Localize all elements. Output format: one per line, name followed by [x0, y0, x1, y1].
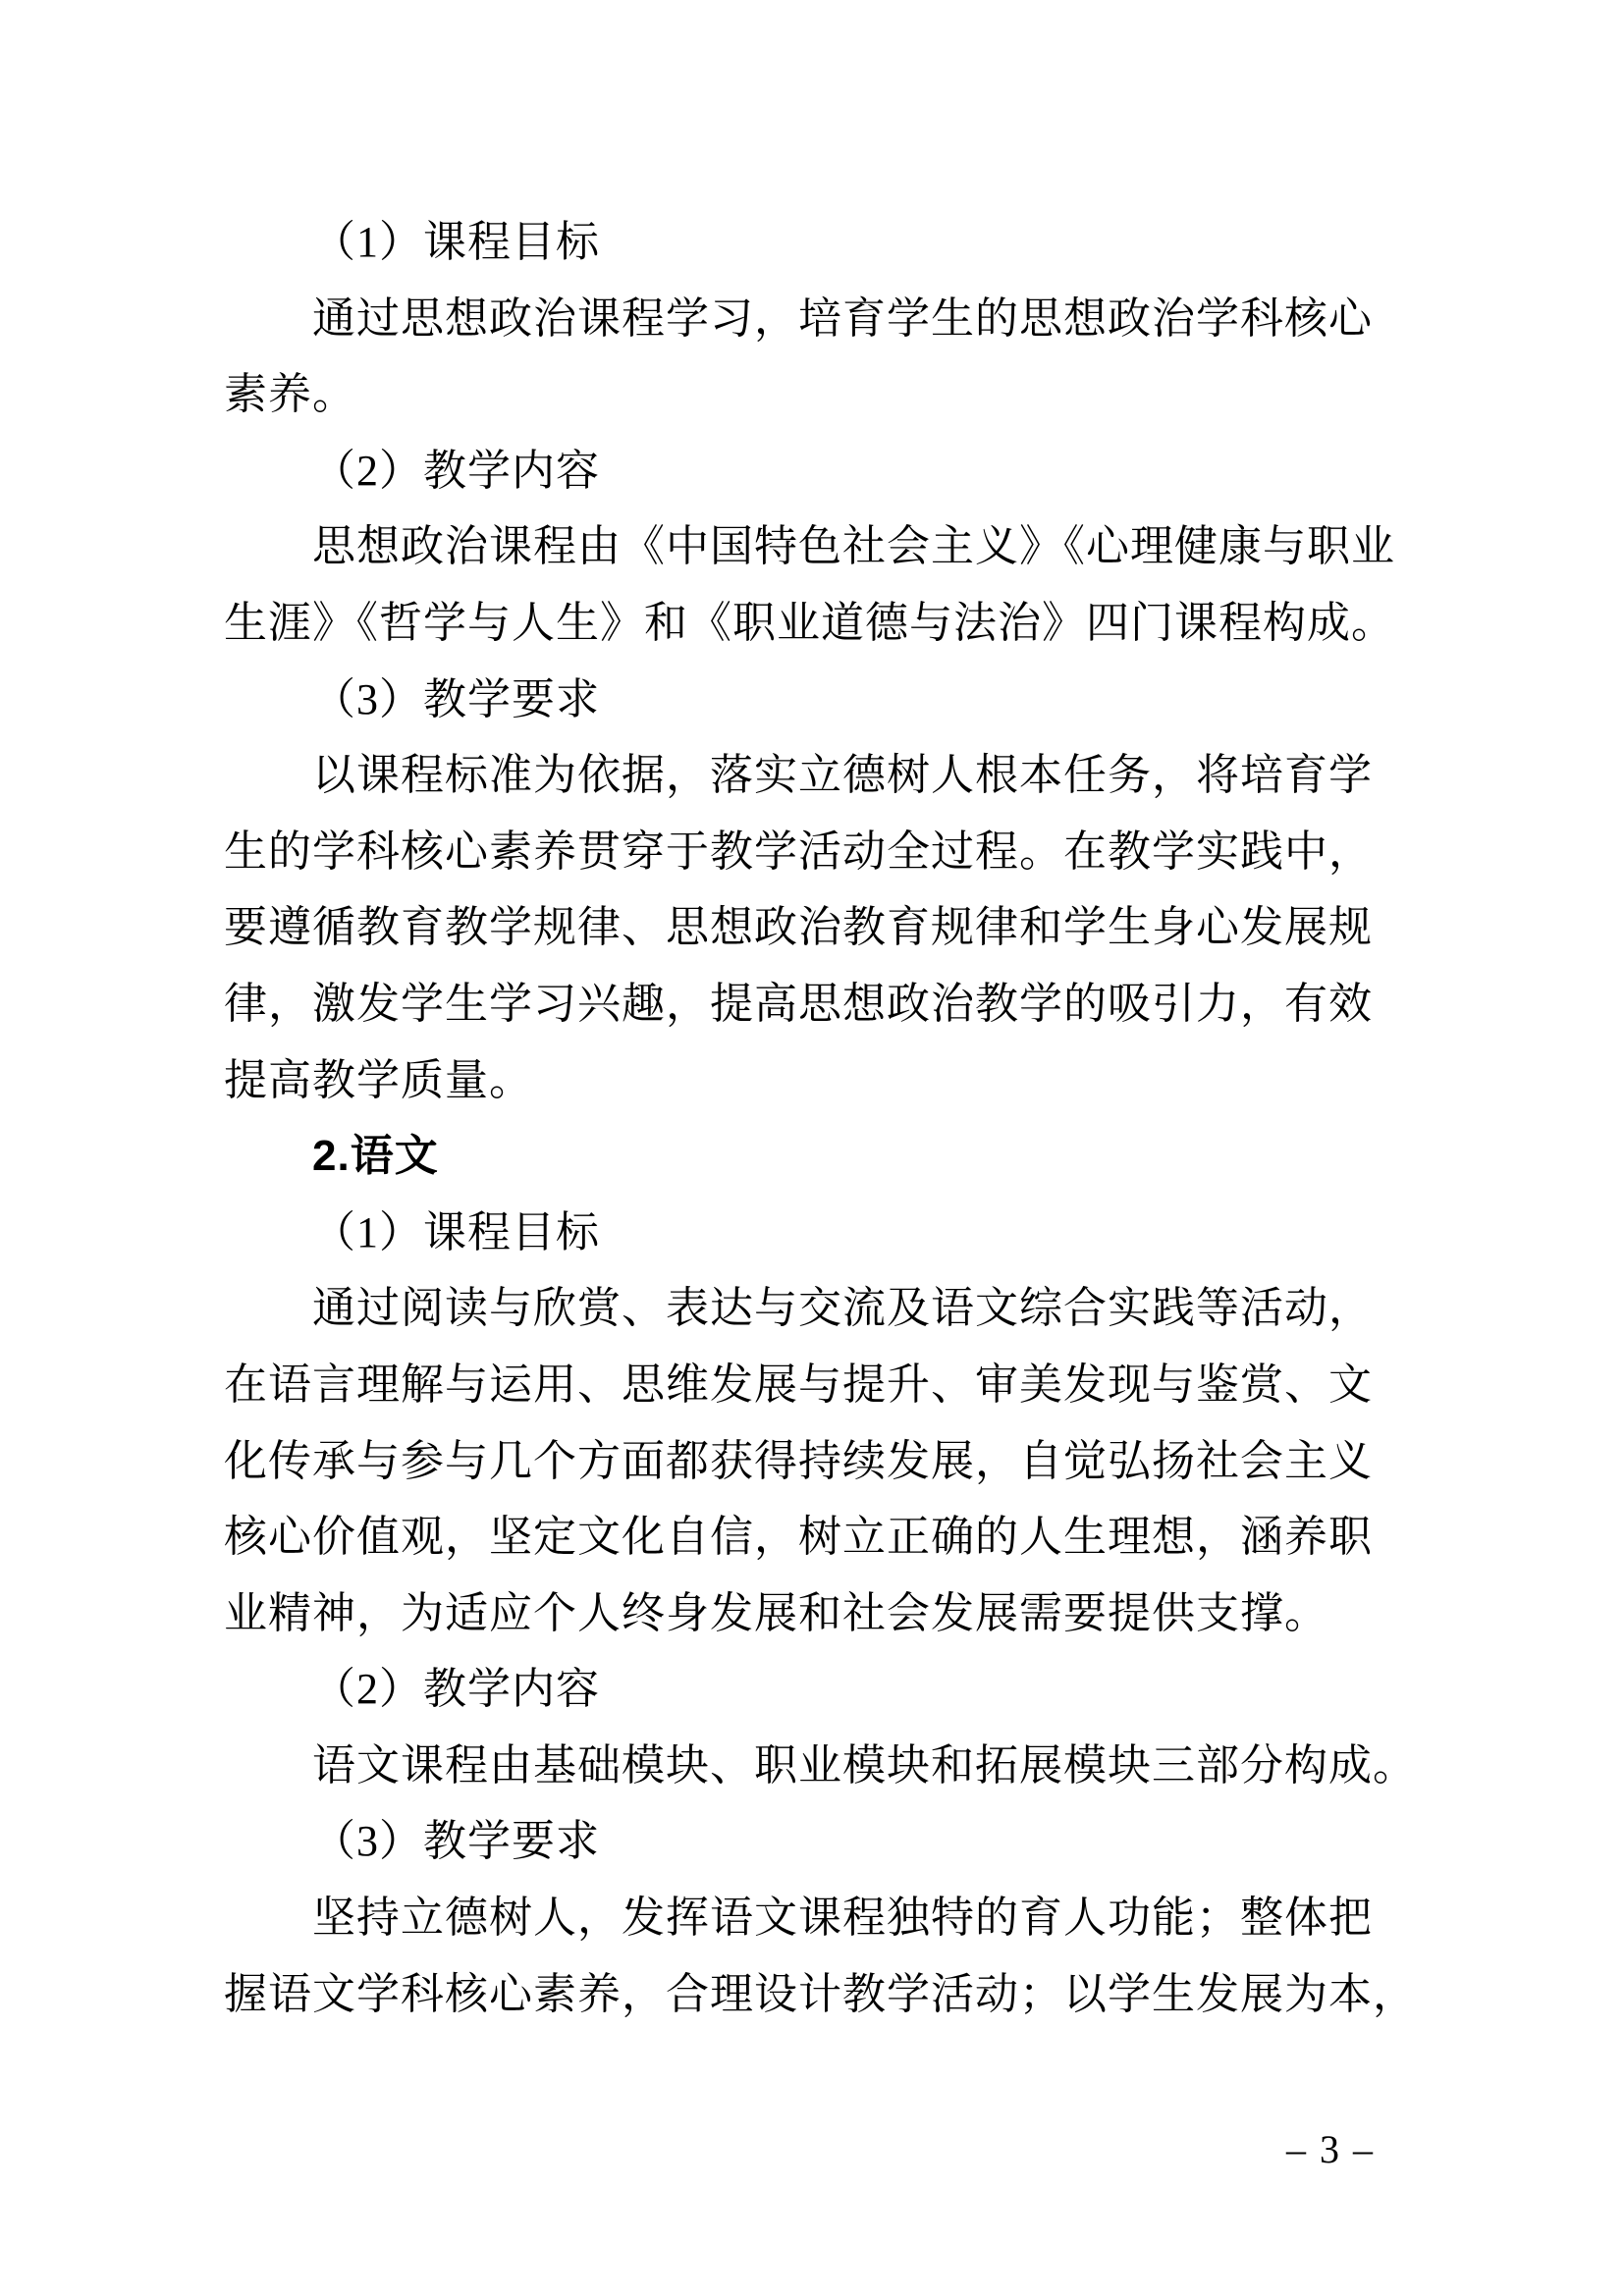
section-heading: （3）教学要求 [312, 674, 600, 723]
subject-heading: 2.语文 [312, 1132, 439, 1181]
text-line: 语文课程由基础模块、职业模块和拓展模块三部分构成。 [312, 1740, 1417, 1789]
section-heading: （2）教学内容 [312, 1665, 600, 1714]
text-line: 通过阅读与欣赏、表达与交流及语文综合实践等活动， [312, 1284, 1373, 1333]
text-line: 律，激发学生学习兴趣，提高思想政治教学的吸引力，有效 [224, 979, 1373, 1028]
text-line: 思想政治课程由《中国特色社会主义》《心理健康与职业 [312, 522, 1395, 571]
text-line: 化传承与参与几个方面都获得持续发展，自觉弘扬社会主义 [224, 1436, 1373, 1485]
text-line: 生的学科核心素养贯穿于教学活动全过程。在教学实践中， [224, 827, 1373, 876]
text-line: 核心价值观，坚定文化自信，树立正确的人生理想，涵养职 [224, 1513, 1373, 1562]
text-line: 在语言理解与运用、思维发展与提升、审美发现与鉴赏、文 [224, 1360, 1373, 1409]
section-heading: （1）课程目标 [312, 1207, 600, 1256]
text-block [224, 204, 1417, 2032]
text-line: 握语文学科核心素养，合理设计教学活动；以学生发展为本， [224, 1969, 1417, 2018]
section-heading: （2）教学内容 [312, 446, 600, 495]
text-line: 生涯》《哲学与人生》和《职业道德与法治》四门课程构成。 [224, 598, 1395, 647]
section-heading: （3）教学要求 [312, 1817, 600, 1866]
text-line: 坚持立德树人，发挥语文课程独特的育人功能；整体把 [312, 1894, 1373, 1943]
page-number: – 3 – [1286, 2127, 1375, 2171]
section-heading: （1）课程目标 [312, 218, 600, 266]
text-line: 素养。 [224, 370, 356, 419]
text-line: 业精神，为适应个人终身发展和社会发展需要提供支撑。 [224, 1588, 1328, 1637]
text-line: 以课程标准为依据，落实立德树人根本任务，将培育学 [312, 751, 1373, 800]
text-line: 要遵循教育教学规律、思想政治教育规律和学生身心发展规 [224, 903, 1373, 952]
text-line: 提高教学质量。 [224, 1055, 533, 1104]
text-line: 通过思想政治课程学习，培育学生的思想政治学科核心 [312, 294, 1373, 343]
